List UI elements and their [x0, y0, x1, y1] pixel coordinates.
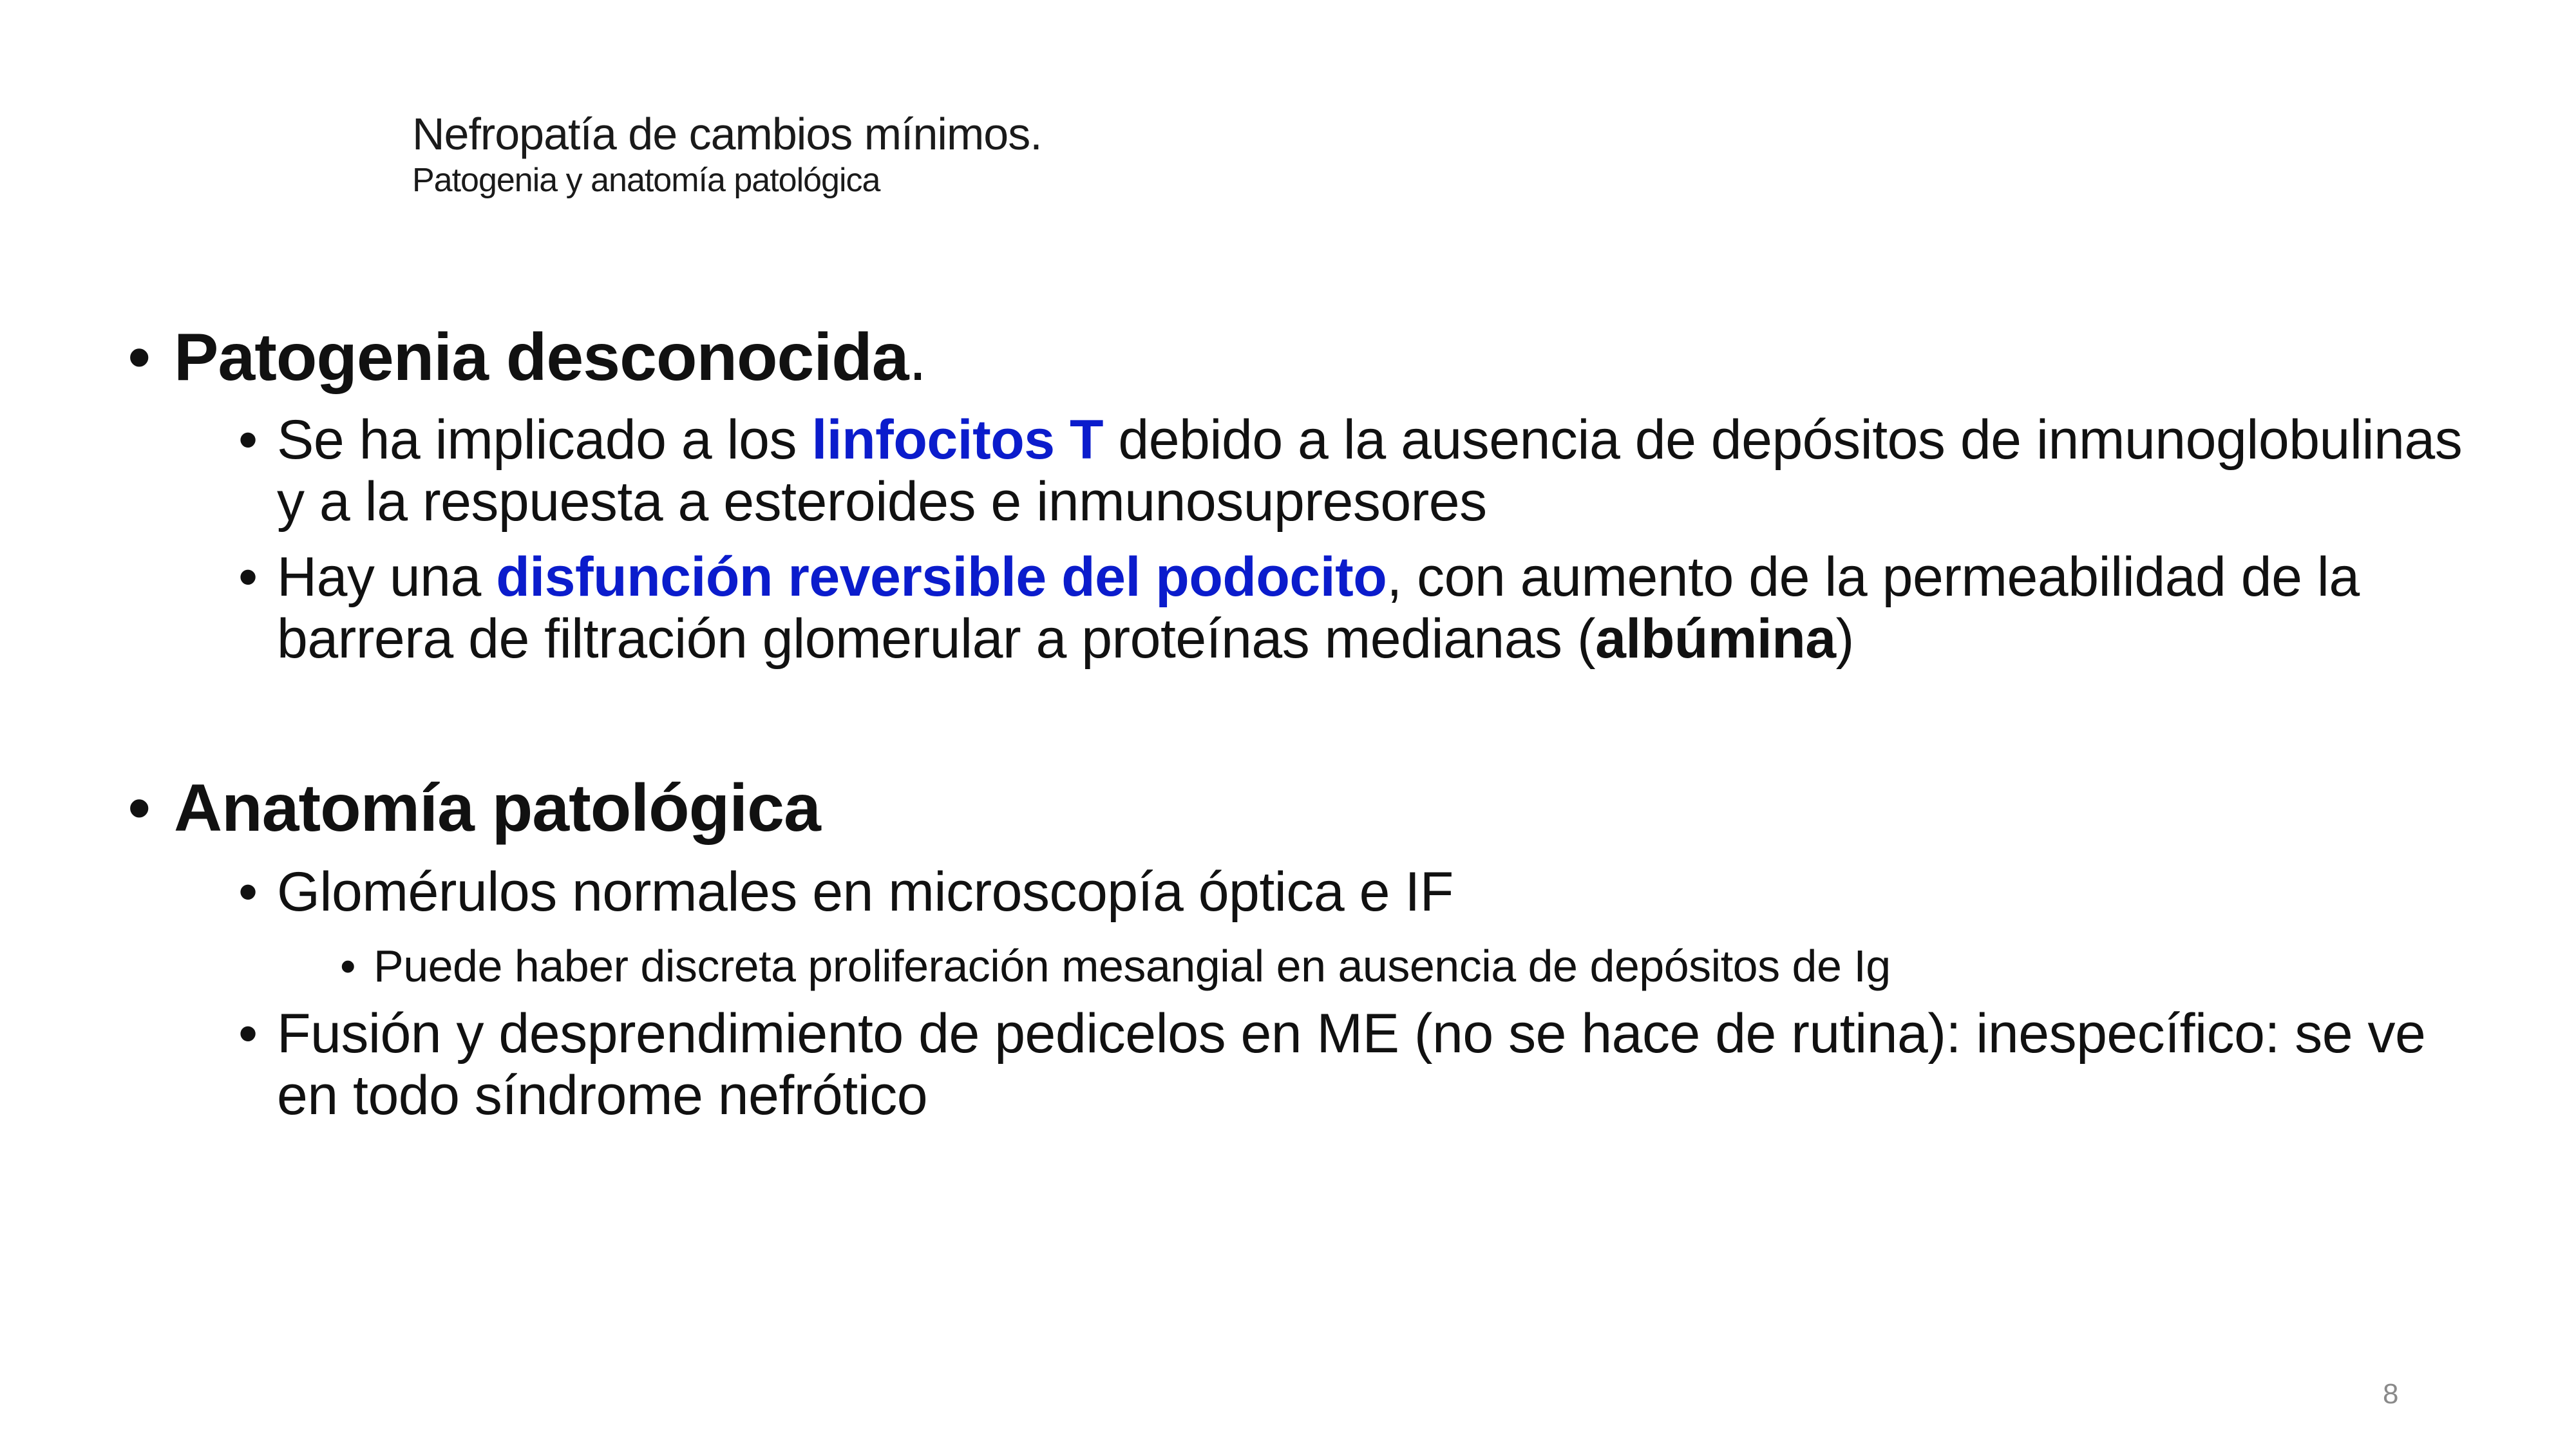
slide-title: Nefropatía de cambios mínimos. [412, 109, 1042, 159]
list-item-linfocitos [238, 409, 2492, 533]
list-item-text-end: ) [1835, 608, 1854, 670]
section-heading-text: Anatomía patológica [174, 771, 820, 846]
list-item-text-pre: Hay una [277, 546, 497, 608]
list-item-glomerulos [238, 861, 2492, 923]
bullet-icon: • [128, 320, 151, 395]
list-item-text: Fusión y desprendimiento de pedicelos en ME (no se hace de rutina): inespecífico: se ve en todo síndrome nefrótico [277, 1003, 2426, 1126]
list-item-podocito [238, 546, 2492, 670]
list-item-pedicelos [238, 1003, 2492, 1126]
bullet-icon: • [238, 546, 258, 608]
list-item-highlight: disfunción reversible del podocito [496, 546, 1387, 608]
sub-list-item-text: Puede haber discreta proliferación mesangial en ausencia de depósitos de Ig [374, 941, 1891, 991]
list-item-text-pre: Se ha implicado a los [277, 409, 812, 471]
bullet-icon: • [238, 409, 258, 471]
section-heading-suffix: . [908, 320, 927, 395]
page-number: 8 [2383, 1378, 2399, 1410]
list-item-text-post: , con aumento de la permeabilidad de la barrera de filtración glomerular a proteínas medianas ( [277, 546, 2360, 670]
bullet-icon: • [238, 1003, 258, 1065]
bullet-icon: • [128, 771, 151, 846]
list-item-bold: albúmina [1595, 608, 1836, 670]
list-item-text: Glomérulos normales en microscopía óptica e IF [277, 861, 1454, 923]
list-item-highlight: linfocitos T [811, 409, 1103, 471]
slide-subtitle: Patogenia y anatomía patológica [412, 162, 880, 199]
section-heading-text: Patogenia desconocida [174, 320, 909, 395]
slide-title-block [412, 108, 1042, 201]
section-heading-anatomia [128, 771, 820, 846]
section-heading-patogenia [128, 320, 927, 395]
bullet-icon: • [238, 861, 258, 923]
sub-list-item-mesangial [340, 939, 2499, 993]
list-item-text-post: debido a la ausencia de depósitos de inmunoglobulinas y a la respuesta a esteroides e inmunosupresores [277, 409, 2463, 533]
bullet-icon: • [340, 941, 356, 991]
